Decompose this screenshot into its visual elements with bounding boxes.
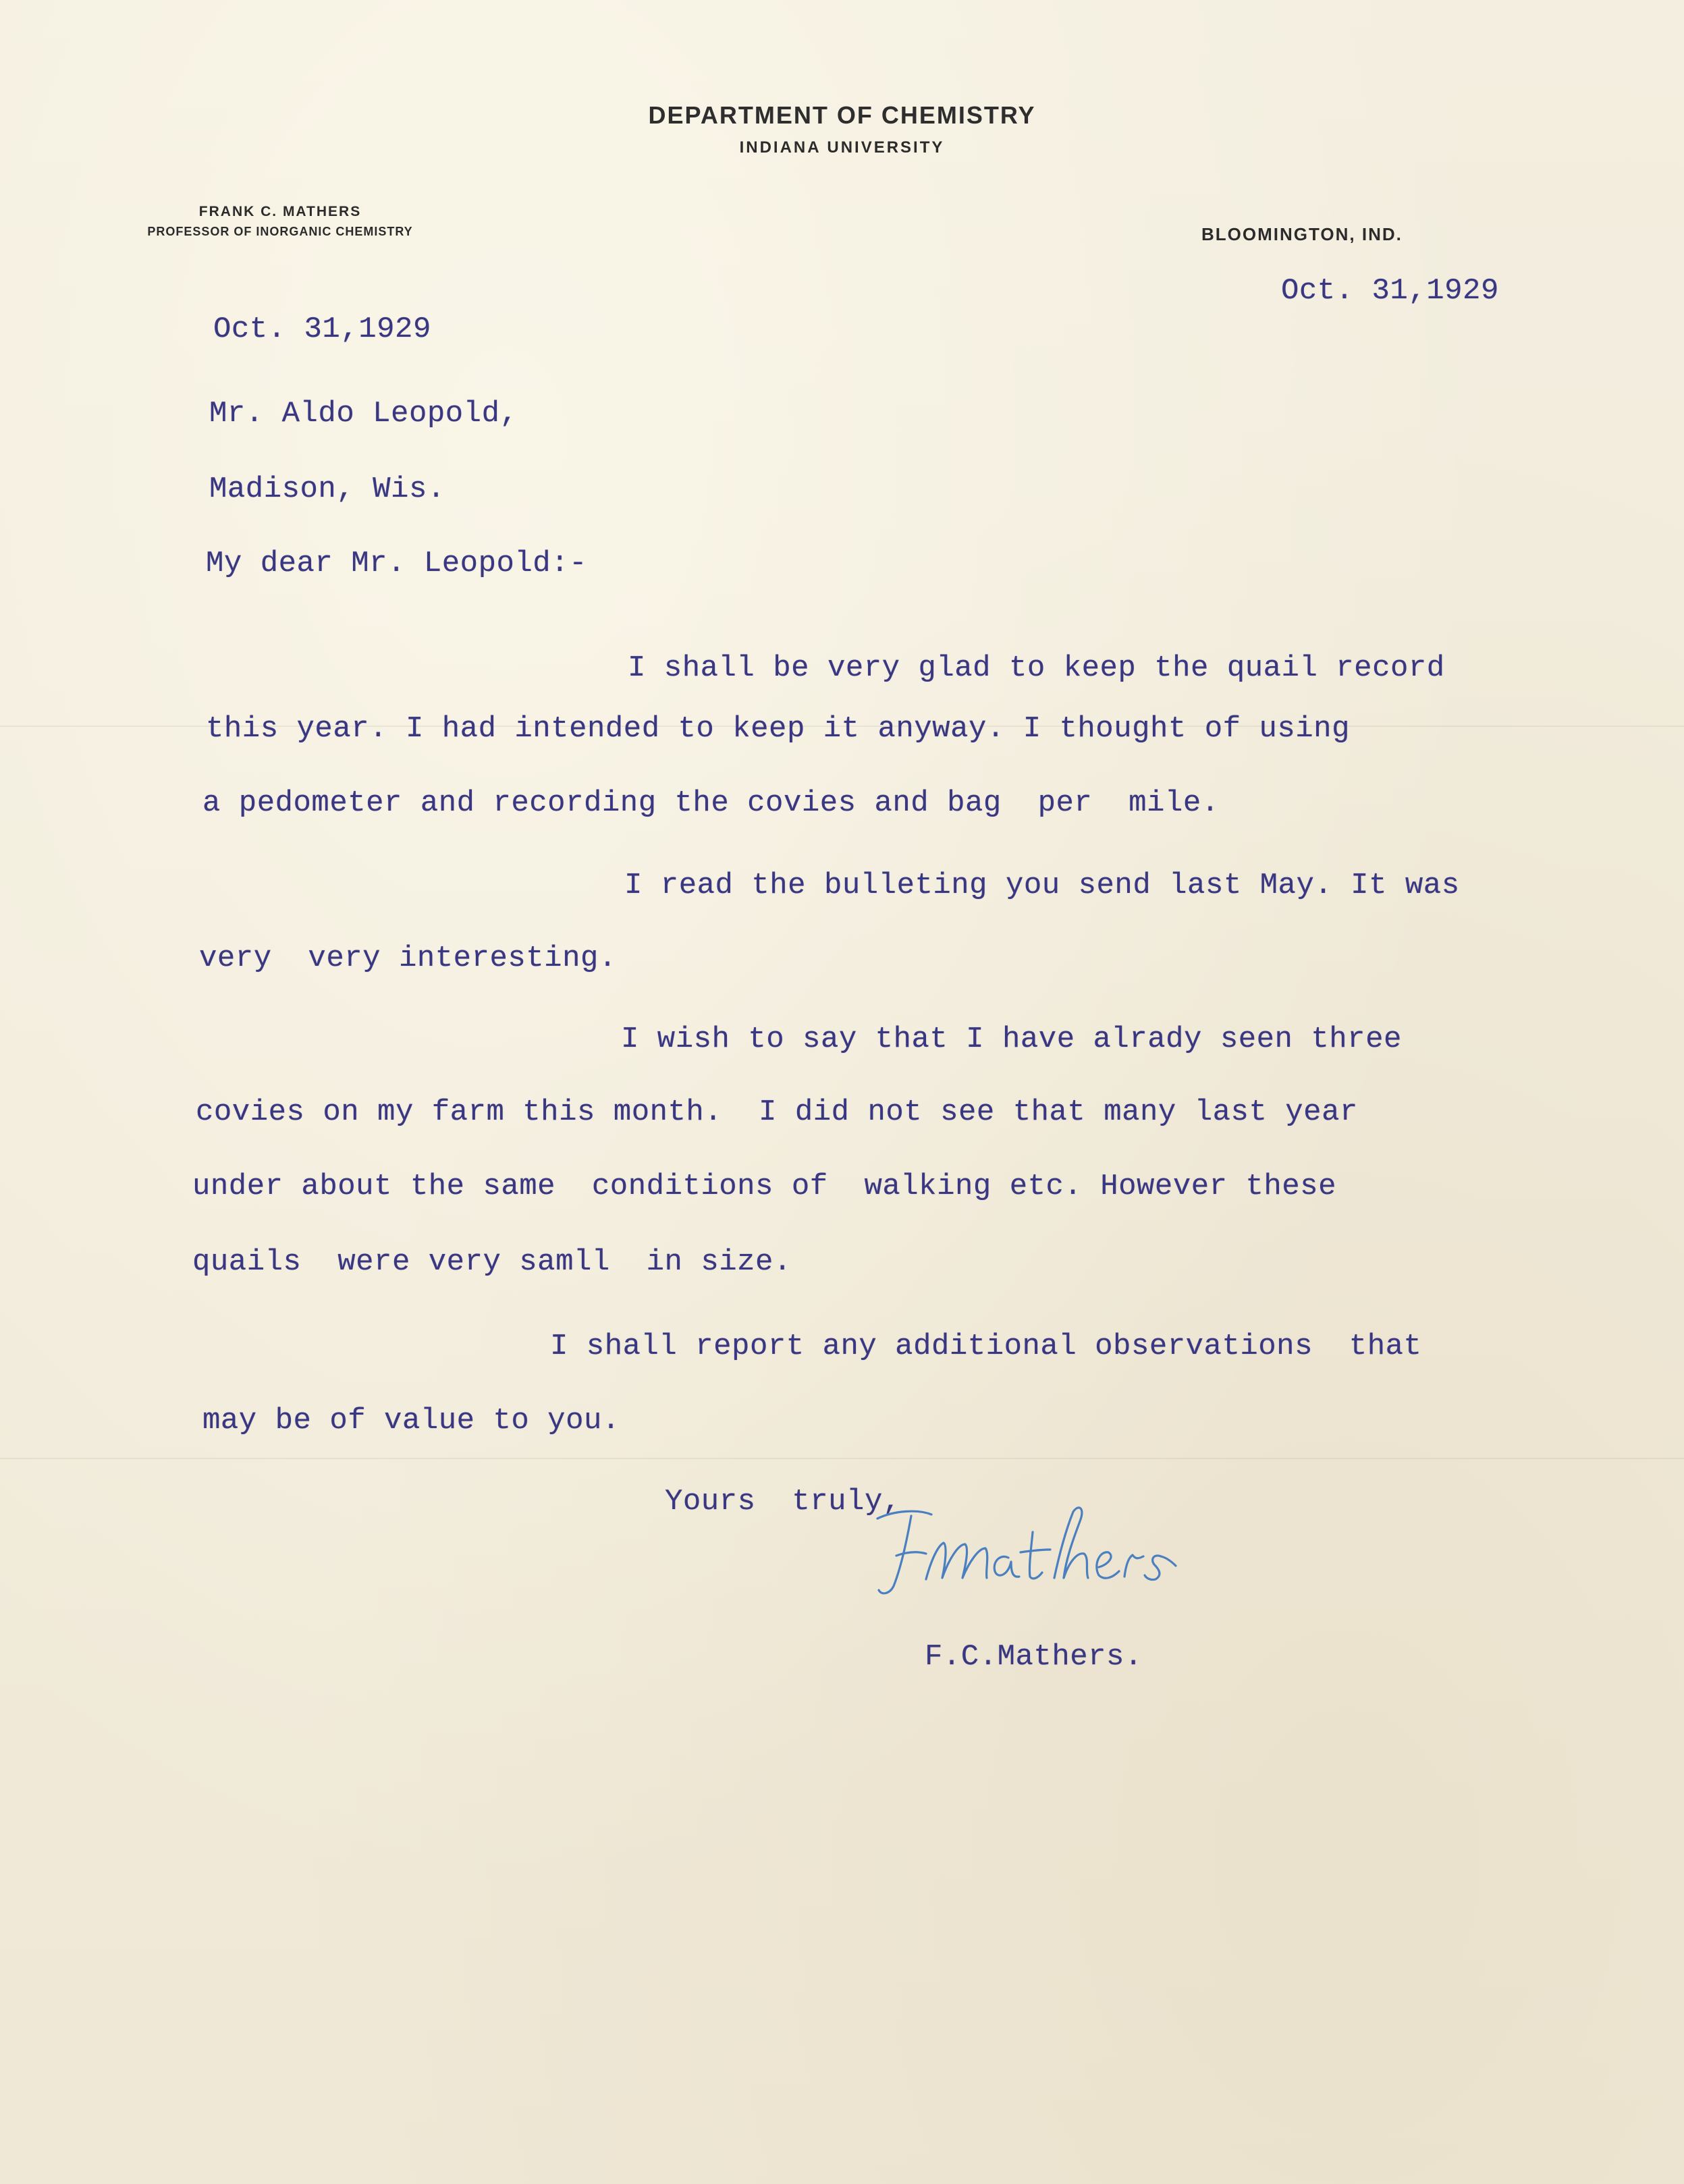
salutation: My dear Mr. Leopold:- (206, 547, 587, 580)
paragraph-2-line-2: very very interesting. (199, 941, 617, 975)
paragraph-3-line-1: I wish to say that I have alrady seen three (621, 1022, 1402, 1056)
handwritten-signature (864, 1492, 1188, 1613)
paragraph-3-line-3: under about the same conditions of walking etc. However these (192, 1170, 1336, 1203)
letterhead-department: DEPARTMENT OF CHEMISTRY (648, 101, 1036, 129)
date-left: Oct. 31,1929 (213, 312, 431, 346)
paragraph-3-line-4: quails were very samll in size. (192, 1245, 792, 1279)
letterhead-professor-name: FRANK C. MATHERS (198, 204, 362, 219)
paragraph-4-line-2: may be of value to you. (202, 1404, 620, 1438)
letterhead-professor-title: PROFESSOR OF INORGANIC CHEMISTRY (147, 225, 413, 238)
letterhead-university: INDIANA UNIVERSITY (739, 138, 945, 157)
paragraph-1-line-2: this year. I had intended to keep it anyway. I thought of using (206, 712, 1350, 746)
paragraph-3-line-2: covies on my farm this month. I did not see that many last year (196, 1095, 1358, 1129)
closing: Yours truly, (665, 1485, 901, 1519)
letterhead-city: BLOOMINGTON, IND. (1201, 224, 1403, 244)
recipient-city: Madison, Wis. (209, 472, 445, 506)
typed-signature: F.C.Mathers. (925, 1640, 1143, 1674)
paragraph-1-line-3: a pedometer and recording the covies and bag per mile. (202, 786, 1220, 820)
paragraph-1-line-1: I shall be very glad to keep the quail record (628, 651, 1445, 685)
date-right: Oct. 31,1929 (1281, 274, 1499, 308)
recipient-name: Mr. Aldo Leopold, (209, 397, 518, 431)
paragraph-2-line-1: I read the bulleting you send last May. It was (624, 869, 1460, 902)
fold-line (0, 1458, 1684, 1459)
paragraph-4-line-1: I shall report any additional observations that (550, 1330, 1422, 1363)
